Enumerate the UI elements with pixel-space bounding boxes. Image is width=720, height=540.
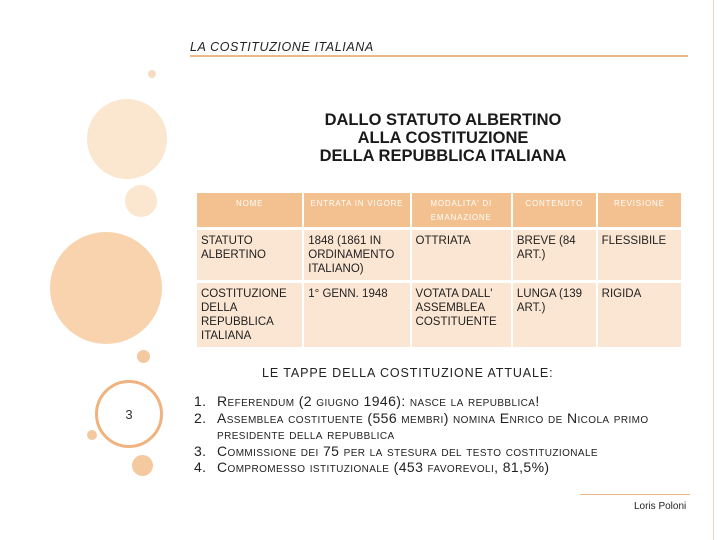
table-cell: COSTITUZIONE DELLA REPUBBLICA ITALIANA: [197, 283, 302, 347]
table-cell: 1848 (1861 IN ORDINAMENTO ITALIANO): [304, 230, 409, 280]
list-text: Compromesso istituzionale (453 favorevoli, 81,5%): [217, 459, 550, 475]
list-item: [194, 393, 686, 410]
table-row: [197, 283, 681, 347]
table-header-row: [197, 193, 681, 227]
table-cell: VOTATA DALL' ASSEMBLEA COSTITUENTE: [412, 283, 511, 347]
slide-right-border: [713, 0, 714, 540]
header-rule: [190, 55, 688, 57]
list-text: Commissione dei 75 per la stesura del testo costituzionale: [217, 442, 598, 459]
list-text: Assemblea costituente (556 membri) nomina Enrico de Nicola primo presidente della repubblica: [217, 409, 649, 442]
comparison-table: [195, 190, 683, 350]
table-cell: 1° GENN. 1948: [304, 283, 409, 347]
header-title: LA COSTITUZIONE ITALIANA: [190, 40, 374, 54]
header-entrata: ENTRATA IN VIGORE: [304, 193, 409, 227]
title-line-1: DALLO STATUTO ALBERTINO: [324, 111, 562, 129]
steps-list: [194, 393, 686, 476]
list-text: Referendum (2 giugno 1946): nasce la repubblica!: [217, 393, 540, 409]
title-line-3: DELLA REPUBBLICA ITALIANA: [319, 147, 567, 165]
header-nome: NOME: [197, 193, 302, 227]
list-item: [194, 410, 686, 443]
decor-circle-2: [87, 99, 167, 179]
table-cell: OTTRIATA: [412, 230, 511, 280]
decor-circle-1: [148, 70, 156, 78]
table-cell: STATUTO ALBERTINO: [197, 230, 302, 280]
list-number: 1.: [194, 393, 207, 409]
list-item: [194, 443, 686, 460]
footer-rule: [580, 494, 690, 495]
list-number: 2.: [194, 409, 207, 426]
decor-circle-3: [125, 185, 157, 217]
footer-author: Loris Poloni: [634, 501, 687, 512]
list-number: 3.: [194, 442, 207, 459]
header-modalita: MODALITA' DI EMANAZIONE: [412, 193, 511, 227]
page-number: 3: [125, 406, 133, 422]
header-contenuto: CONTENUTO: [513, 193, 596, 227]
table-row: [197, 230, 681, 280]
list-item: [194, 459, 686, 476]
table-cell: LUNGA (139 ART.): [513, 283, 596, 347]
decor-circle-7: [132, 455, 153, 476]
section-subtitle: LE TAPPE DELLA COSTITUZIONE ATTUALE:: [262, 366, 554, 380]
slide-title: [250, 111, 636, 165]
decor-circle-4: [50, 232, 162, 344]
decor-circle-5: [137, 350, 150, 363]
table-cell: RIGIDA: [598, 283, 681, 347]
page-number-badge: [95, 380, 163, 448]
title-line-2: ALLA COSTITUZIONE: [357, 129, 529, 147]
table-cell: BREVE (84 ART.): [513, 230, 596, 280]
header-revisione: REVISIONE: [598, 193, 681, 227]
list-number: 4.: [194, 459, 207, 475]
table-cell: FLESSIBILE: [598, 230, 681, 280]
decor-circle-6: [87, 430, 97, 440]
